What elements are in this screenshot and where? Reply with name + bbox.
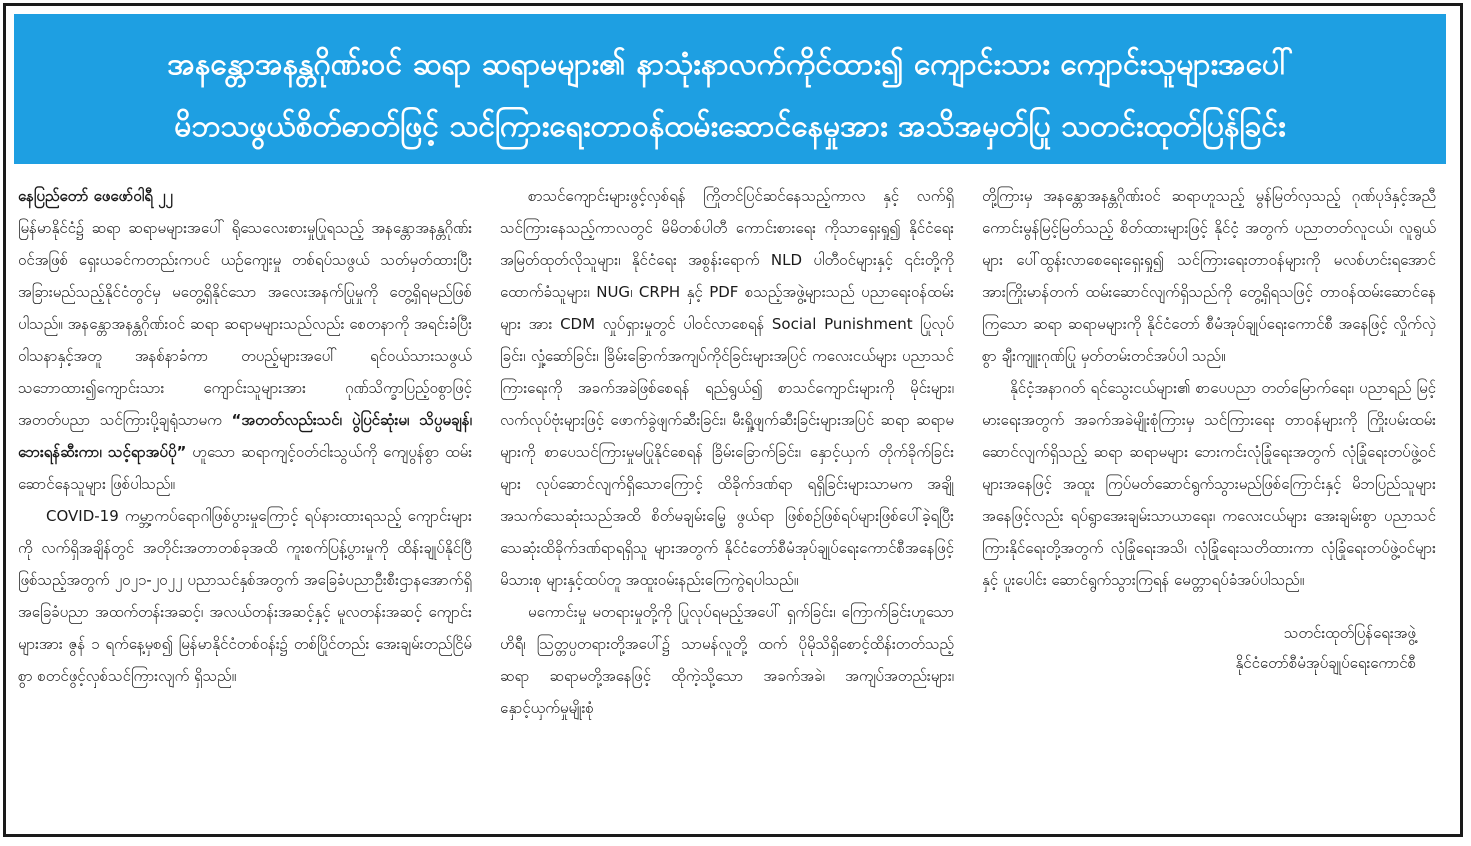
paragraph <box>18 212 472 500</box>
signature-block <box>982 618 1436 678</box>
paragraph-text-end: ဟူသော ဆရာကျင့်ဝတ်ငါးသွယ်ကို ကျေပွန်စွာ ထမ်းဆောင်နေသူများ ဖြစ်ပါသည်။ <box>18 443 472 493</box>
paragraph-text: မြန်မာနိုင်ငံ၌ ဆရာ ဆရာမများအပေါ် ရိုသေလေးစားမှုပြုရသည့် အနန္တောအနန္တဂိုဏ်းဝင်အဖြစ် ရှေးယခင်ကတည်းကပင် ယဉ်ကျေးမှု တစ်ရပ်သဖွယ် သတ်မှတ်ထားပြီး အခြားမည်သည့်နိုင်ငံတွင်မှ မတွေ့ရှိနိုင်သော အလေးအနက်ပြုမှုကို တွေ့ရှိရမည်ဖြစ်ပါသည်။ အနန္တောအနန္တဂိုဏ်းဝင် ဆရာ ဆရာမများသည်လည်း စေတနာကို အရင်းခံပြီး ဝါသနာနှင့်အတူ အနစ်နာခံကာ တပည့်များအပေါ် ရင်ဝယ်သားသဖွယ် သဘောထား၍ကျောင်းသား ကျောင်းသူများအား ဂုဏ်သိက္ခာပြည့်ဝစွာဖြင့် အတတ်ပညာ သင်ကြားပို့ချရုံသာမက <box>18 219 472 429</box>
teacher-ethics-quote: “အတတ်လည်းသင်၊ ပွဲပြင်ဆုံးမ၊ သိပ္ပမချန်၊ ဘေးရန်ဆီးကာ၊ သင့်ရာအပ်ပို” <box>18 411 472 461</box>
paragraph: စာသင်ကျောင်းများဖွင့်လှစ်ရန် ကြိုတင်ပြင်ဆင်နေသည့်ကာလ နှင့် လက်ရှိသင်ကြားနေသည့်ကာလတွင် မိမိတစ်ပါတီ ကောင်းစားရေး ကိုသာရှေးရှု၍ နိုင်ငံရေးအမြတ်ထုတ်လိုသူများ၊ နိုင်ငံရေး အစွန်းရောက် NLD ပါတီဝင်များနှင့် ၎င်းတို့ကို ထောက်ခံသူများ၊ NUG၊ CRPH နှင့် PDF စသည့်အဖွဲ့များသည် ပညာရေးဝန်ထမ်းများ အား CDM လှုပ်ရှားမှုတွင် ပါဝင်လာစေရန် Social Punishment ပြုလုပ်ခြင်း၊ လှုံ့ဆော်ခြင်း၊ ခြိမ်းခြောက်အကျပ်ကိုင်ခြင်းများအပြင် ကလေးငယ်များ ပညာသင်ကြားရေးကို အခက်အခဲဖြစ်စေရန် ရည်ရွယ်၍ စာသင်ကျောင်းများကို မိုင်းများ၊ လက်လုပ်ဗုံးများဖြင့် ဖောက်ခွဲဖျက်ဆီးခြင်း၊ မီးရှို့ဖျက်ဆီးခြင်းများအပြင် ဆရာ ဆရာမ များကို စာပေသင်ကြားမှုမပြုနိုင်စေရန် ခြိမ်းခြောက်ခြင်း၊ နှောင့်ယှက် တိုက်ခိုက်ခြင်းများ လုပ်ဆောင်လျက်ရှိသောကြောင့် ထိခိုက်ဒဏ်ရာ ရရှိခြင်းများသာမက အချို့အသက်သေဆုံးသည်အထိ စိတ်မချမ်းမြေ့ ဖွယ်ရာ ဖြစ်စဉ်ဖြစ်ရပ်များဖြစ်ပေါ်ခဲ့ရပြီး သေဆုံးထိခိုက်ဒဏ်ရာရရှိသူ များအတွက် နိုင်ငံတော်စီမံအုပ်ချုပ်ရေးကောင်စီအနေဖြင့် မိသားစု များနှင့်ထပ်တူ အထူးဝမ်းနည်းကြေကွဲရပါသည်။ <box>500 187 954 589</box>
signature-line-2: နိုင်ငံတော်စီမံအုပ်ချုပ်ရေးကောင်စီ <box>1235 654 1416 672</box>
article-body <box>14 180 1446 820</box>
column-2 <box>500 180 954 820</box>
paragraph: မကောင်းမှု မတရားမှုတို့ကို ပြုလုပ်ရမည့်အပေါ် ရှက်ခြင်း၊ ကြောက်ခြင်းဟူသော ဟိရီ၊ ဩတ္တပ္ပတရားတို့အပေါ်၌ သာမန်လူတို့ ထက် ပိုမိုသိရှိစောင့်ထိန်းတတ်သည့် ဆရာ ဆရာမတို့အနေဖြင့် ထိုကဲ့သို့သော အခက်အခဲ၊ အကျပ်အတည်းများ၊ နှောင့်ယှက်မှုမျိုးစုံ <box>500 603 954 717</box>
headline-banner <box>14 14 1446 164</box>
paragraph: တို့ကြားမှ အနန္တောအနန္တဂိုဏ်းဝင် ဆရာဟူသည့် မွန်မြတ်လှသည့် ဂုဏ်ပုဒ်နှင့်အညီ ကောင်းမွန်မြင့်မြတ်သည့် စိတ်ထားများဖြင့် နိုင်ငံ့ အတွက် ပညာတတ်လူငယ်၊ လူရွယ်များ ပေါ်ထွန်းလာစေရေးရှေးရှု၍ သင်ကြားရေးတာဝန်များကို မလစ်ဟင်းရအောင် အားကြိုးမာန်တက် ထမ်းဆောင်လျက်ရှိသည်ကို တွေ့ရှိရသဖြင့် တာဝန်ထမ်းဆောင်နေ ကြသော ဆရာ ဆရာမများကို နိုင်ငံတော် စီမံအုပ်ချုပ်ရေးကောင်စီ အနေဖြင့် လှိုက်လှဲစွာ ချီးကျူးဂုဏ်ပြု မှတ်တမ်းတင်အပ်ပါ သည်။ <box>982 187 1436 365</box>
dateline: နေပြည်တော် ဖေဖော်ဝါရီ ၂၂ <box>18 187 173 205</box>
headline-line-2: မိဘသဖွယ်စိတ်ဓာတ်ဖြင့် သင်ကြားရေးတာဝန်ထမ်းဆောင်နေမှုအား အသိအမှတ်ပြု သတင်းထုတ်ပြန်ခြင်း <box>174 109 1286 144</box>
headline-line-1: အနန္တောအနန္တဂိုဏ်းဝင် ဆရာ ဆရာမများ၏ နာသုံးနာလက်ကိုင်ထား၍ ကျောင်းသား ကျောင်းသူများအပေါ် <box>167 47 1293 82</box>
column-3 <box>982 180 1436 820</box>
paragraph: COVID-19 ကမ္ဘာ့ကပ်ရောဂါဖြစ်ပွားမှုကြောင့် ရပ်နားထားရသည့် ကျောင်းများကို လက်ရှိအချိန်တွင် အတိုင်းအတာတစ်ခုအထိ ကူးစက်ပြန့်ပွားမှုကို ထိန်းချုပ်နိုင်ပြီဖြစ်သည့်အတွက် ၂၀၂၁-၂၀၂၂ ပညာသင်နှစ်အတွက် အခြေခံပညာဦးစီးဌာနအောက်ရှိ အခြေခံပညာ အထက်တန်းအဆင့်၊ အလယ်တန်းအဆင့်နှင့် မူလတန်းအဆင့် ကျောင်းများအား ဇွန် ၁ ရက်နေ့မှစ၍ မြန်မာနိုင်ငံတစ်ဝန်း၌ တစ်ပြိုင်တည်း အေးချမ်းတည်ငြိမ်စွာ စတင်ဖွင့်လှစ်သင်ကြားလျက် ရှိသည်။ <box>18 507 472 685</box>
paragraph: နိုင်ငံ့အနာဂတ် ရင်သွေးငယ်များ၏ စာပေပညာ တတ်မြောက်ရေး၊ ပညာရည် မြင့်မားရေးအတွက် အခက်အခဲမျိုးစုံကြားမှ သင်ကြားရေး တာဝန်များကို ကြိုးပမ်းထမ်းဆောင်လျက်ရှိသည့် ဆရာ ဆရာမများ ဘေးကင်းလုံခြုံရေးအတွက် လုံခြုံရေးတပ်ဖွဲ့ဝင်များအနေဖြင့် အထူး ကြပ်မတ်ဆောင်ရွက်သွားမည်ဖြစ်ကြောင်းနှင့် မိဘပြည်သူများ အနေဖြင့်လည်း ရပ်ရွာအေးချမ်းသာယာရေး၊ ကလေးငယ်များ အေးချမ်းစွာ ပညာသင်ကြားနိုင်ရေးတို့အတွက် လုံခြုံရေးအသိ၊ လုံခြုံရေးသတိထားကာ လုံခြုံရေးတပ်ဖွဲ့ဝင်များနှင့် ပူးပေါင်း ဆောင်ရွက်သွားကြရန် မေတ္တာရပ်ခံအပ်ပါသည်။ <box>982 379 1436 589</box>
signature-line-1: သတင်းထုတ်ပြန်ရေးအဖွဲ့ <box>1283 624 1416 642</box>
column-1 <box>18 180 472 820</box>
